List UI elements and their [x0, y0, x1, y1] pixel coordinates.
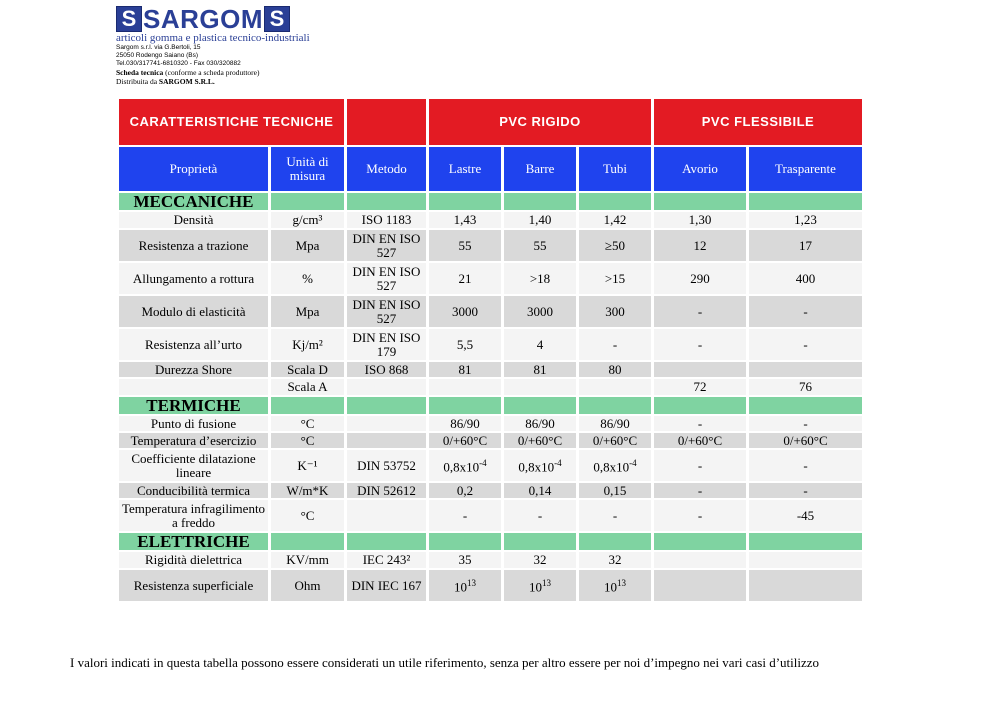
table-row: [119, 570, 862, 601]
cell-proprieta: Resistenza superficiale: [119, 570, 268, 601]
address-line-1: Sargom s.r.l. via G.Bertoli, 15: [116, 44, 201, 51]
cell-lastre: 0/+60°C: [429, 433, 501, 448]
logo-s-mark-left: S: [116, 6, 142, 32]
section-band-cell: [271, 533, 344, 550]
cell-tubi: ≥50: [579, 230, 651, 261]
header-caratteristiche-tecniche: CARATTERISTICHE TECNICHE: [119, 99, 344, 145]
section-band-cell: [504, 533, 576, 550]
cell-lastre: 3000: [429, 296, 501, 327]
col-header-unita: Unità di misura: [271, 147, 344, 191]
cell-barre: 32: [504, 552, 576, 568]
table-row: [119, 212, 862, 228]
table-row: [119, 450, 862, 481]
cell-avorio: 1,30: [654, 212, 746, 228]
col-header-proprieta: Proprietà: [119, 147, 268, 191]
cell-proprieta: Durezza Shore: [119, 362, 268, 377]
table-row: [119, 362, 862, 377]
section-band-cell: [504, 193, 576, 210]
section-row: [119, 193, 862, 210]
col-header-barre: Barre: [504, 147, 576, 191]
cell-avorio: 72: [654, 379, 746, 395]
logo-name: SARGOM: [143, 4, 263, 34]
distributor-company: SARGOM S.R.L.: [158, 77, 215, 86]
section-band-cell: [579, 397, 651, 414]
section-band-cell: [429, 397, 501, 414]
cell-unita: Kj/m²: [271, 329, 344, 360]
address-line-2: 25050 Rodengo Saiano (Bs): [116, 52, 199, 59]
col-header-avorio: Avorio: [654, 147, 746, 191]
cell-barre: [504, 379, 576, 395]
cell-trasparente: -: [749, 483, 862, 498]
table-row: [119, 329, 862, 360]
table-row: [119, 500, 862, 531]
cell-lastre: 21: [429, 263, 501, 294]
cell-avorio: 290: [654, 263, 746, 294]
technical-spec-table: [116, 97, 865, 603]
cell-barre: 4: [504, 329, 576, 360]
cell-metodo: DIN IEC 167: [347, 570, 426, 601]
section-band-cell: [271, 193, 344, 210]
cell-avorio: -: [654, 483, 746, 498]
cell-metodo: ISO 868: [347, 362, 426, 377]
cell-barre: 55: [504, 230, 576, 261]
cell-proprieta: Punto di fusione: [119, 416, 268, 431]
cell-trasparente: -: [749, 296, 862, 327]
sargom-logo: [116, 6, 416, 32]
cell-unita: Scala D: [271, 362, 344, 377]
cell-lastre: 1,43: [429, 212, 501, 228]
disclaimer-note: I valori indicati in questa tabella possono essere considerati un utile riferimento, senza per altro essere per noi d’impegno nei vari casi d’utilizzo: [70, 655, 820, 670]
address-line-3: Tel.030/317741-6810320 - Fax 030/320882: [116, 60, 241, 67]
section-band-cell: [271, 397, 344, 414]
section-band-cell: [347, 193, 426, 210]
company-header: [116, 6, 416, 86]
cell-lastre: 81: [429, 362, 501, 377]
table-row: [119, 416, 862, 431]
cell-tubi: 80: [579, 362, 651, 377]
group-header-row: [119, 99, 862, 145]
cell-unita: Ohm: [271, 570, 344, 601]
table-row: [119, 296, 862, 327]
cell-avorio: [654, 570, 746, 601]
cell-lastre: 86/90: [429, 416, 501, 431]
table-row: [119, 433, 862, 448]
cell-barre: $10^{13}$: [504, 570, 576, 601]
cell-proprieta: Allungamento a rottura: [119, 263, 268, 294]
section-band-cell: [654, 193, 746, 210]
cell-avorio: [654, 362, 746, 377]
cell-metodo: DIN EN ISO 527: [347, 263, 426, 294]
cell-metodo: DIN EN ISO 527: [347, 296, 426, 327]
col-header-trasparente: Trasparente: [749, 147, 862, 191]
section-band-cell: [504, 397, 576, 414]
cell-proprieta: Temperatura infragilimento a freddo: [119, 500, 268, 531]
section-band-cell: [654, 397, 746, 414]
cell-avorio: -: [654, 500, 746, 531]
cell-trasparente: [749, 362, 862, 377]
cell-proprieta: Rigidità dielettrica: [119, 552, 268, 568]
cell-lastre: $0,8x10^{-4}$: [429, 450, 501, 481]
section-band-cell: [579, 533, 651, 550]
cell-lastre: 0,2: [429, 483, 501, 498]
cell-unita: Mpa: [271, 230, 344, 261]
logo-s-mark-right: S: [264, 6, 290, 32]
cell-tubi: 300: [579, 296, 651, 327]
cell-lastre: [429, 379, 501, 395]
section-band-cell: [429, 533, 501, 550]
table-row: [119, 263, 862, 294]
header-pvc-rigido: PVC RIGIDO: [429, 99, 651, 145]
section-band-cell: [749, 193, 862, 210]
cell-trasparente: -: [749, 450, 862, 481]
cell-trasparente: 400: [749, 263, 862, 294]
cell-lastre: 5,5: [429, 329, 501, 360]
cell-avorio: -: [654, 296, 746, 327]
section-row: [119, 533, 862, 550]
cell-proprieta: Conducibilità termica: [119, 483, 268, 498]
column-header-row: [119, 147, 862, 191]
scheda-tecnica-note: (conforme a scheda produttore): [165, 68, 260, 77]
cell-barre: 3000: [504, 296, 576, 327]
cell-proprieta: Coefficiente dilatazione lineare: [119, 450, 268, 481]
cell-metodo: [347, 416, 426, 431]
scheda-tecnica-line: [116, 68, 416, 77]
cell-unita: K⁻¹: [271, 450, 344, 481]
section-band-cell: [347, 397, 426, 414]
cell-unita: %: [271, 263, 344, 294]
company-tagline: articoli gomma e plastica tecnico-industriali: [116, 32, 310, 44]
cell-unita: °C: [271, 500, 344, 531]
table-row: [119, 230, 862, 261]
cell-metodo: [347, 500, 426, 531]
section-band-cell: [749, 397, 862, 414]
header-spacer: [347, 99, 426, 145]
cell-metodo: ISO 1183: [347, 212, 426, 228]
cell-barre: >18: [504, 263, 576, 294]
cell-tubi: >15: [579, 263, 651, 294]
section-band-cell: [749, 533, 862, 550]
cell-avorio: -: [654, 450, 746, 481]
cell-trasparente: 17: [749, 230, 862, 261]
table-row: [119, 552, 862, 568]
cell-avorio: -: [654, 329, 746, 360]
cell-proprieta: Temperatura d’esercizio: [119, 433, 268, 448]
section-band-cell: [347, 533, 426, 550]
cell-trasparente: 76: [749, 379, 862, 395]
cell-barre: 81: [504, 362, 576, 377]
cell-barre: $0,8x10^{-4}$: [504, 450, 576, 481]
cell-barre: 0,14: [504, 483, 576, 498]
cell-metodo: [347, 379, 426, 395]
cell-trasparente: [749, 552, 862, 568]
cell-lastre: 55: [429, 230, 501, 261]
cell-metodo: DIN EN ISO 179: [347, 329, 426, 360]
cell-tubi: -: [579, 500, 651, 531]
section-band-cell: [429, 193, 501, 210]
distributor-prefix: Distribuita da: [116, 77, 158, 86]
table-row: [119, 483, 862, 498]
cell-tubi: 0/+60°C: [579, 433, 651, 448]
cell-metodo: [347, 433, 426, 448]
cell-tubi: 1,42: [579, 212, 651, 228]
cell-trasparente: -: [749, 416, 862, 431]
cell-unita: g/cm³: [271, 212, 344, 228]
cell-lastre: -: [429, 500, 501, 531]
cell-unita: Scala A: [271, 379, 344, 395]
col-header-lastre: Lastre: [429, 147, 501, 191]
cell-tubi: $10^{13}$: [579, 570, 651, 601]
section-title: ELETTRICHE: [119, 533, 268, 550]
cell-barre: -: [504, 500, 576, 531]
scheda-tecnica-label: Scheda tecnica: [116, 68, 164, 77]
section-title: TERMICHE: [119, 397, 268, 414]
cell-unita: W/m*K: [271, 483, 344, 498]
cell-trasparente: 0/+60°C: [749, 433, 862, 448]
distributor-line: [116, 77, 416, 86]
cell-trasparente: 1,23: [749, 212, 862, 228]
cell-barre: 86/90: [504, 416, 576, 431]
cell-avorio: 0/+60°C: [654, 433, 746, 448]
cell-barre: 1,40: [504, 212, 576, 228]
cell-trasparente: -: [749, 329, 862, 360]
cell-metodo: IEC 243²: [347, 552, 426, 568]
col-header-tubi: Tubi: [579, 147, 651, 191]
cell-unita: °C: [271, 433, 344, 448]
cell-avorio: -: [654, 416, 746, 431]
cell-metodo: DIN 52612: [347, 483, 426, 498]
col-header-metodo: Metodo: [347, 147, 426, 191]
cell-metodo: DIN EN ISO 527: [347, 230, 426, 261]
cell-tubi: 86/90: [579, 416, 651, 431]
section-title: MECCANICHE: [119, 193, 268, 210]
spec-table-body: [119, 193, 862, 601]
cell-barre: 0/+60°C: [504, 433, 576, 448]
cell-avorio: [654, 552, 746, 568]
cell-proprieta: [119, 379, 268, 395]
cell-tubi: $0,8x10^{-4}$: [579, 450, 651, 481]
header-pvc-flessibile: PVC FLESSIBILE: [654, 99, 862, 145]
cell-trasparente: [749, 570, 862, 601]
section-band-cell: [654, 533, 746, 550]
section-band-cell: [579, 193, 651, 210]
cell-tubi: 0,15: [579, 483, 651, 498]
cell-lastre: 35: [429, 552, 501, 568]
cell-unita: KV/mm: [271, 552, 344, 568]
cell-proprieta: Resistenza all’urto: [119, 329, 268, 360]
table-row: [119, 379, 862, 395]
cell-proprieta: Modulo di elasticità: [119, 296, 268, 327]
cell-proprieta: Resistenza a trazione: [119, 230, 268, 261]
cell-proprieta: Densità: [119, 212, 268, 228]
cell-unita: °C: [271, 416, 344, 431]
cell-lastre: $10^{13}$: [429, 570, 501, 601]
cell-tubi: 32: [579, 552, 651, 568]
cell-unita: Mpa: [271, 296, 344, 327]
cell-metodo: DIN 53752: [347, 450, 426, 481]
cell-trasparente: -45: [749, 500, 862, 531]
section-row: [119, 397, 862, 414]
cell-avorio: 12: [654, 230, 746, 261]
cell-tubi: [579, 379, 651, 395]
cell-tubi: -: [579, 329, 651, 360]
